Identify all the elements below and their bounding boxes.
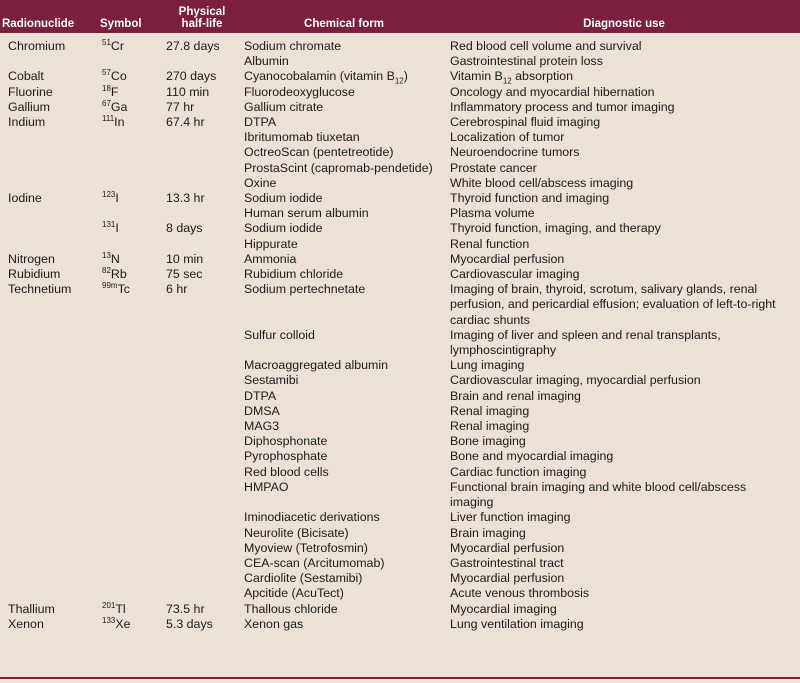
table-row [0, 130, 800, 145]
cell-symbol [98, 389, 164, 404]
table-row [0, 404, 800, 419]
table-row [0, 33, 800, 54]
cell-symbol [98, 328, 164, 358]
cell-half-life [164, 161, 240, 176]
cell-radionuclide [0, 465, 98, 480]
cell-half-life: 27.8 days [166, 39, 220, 53]
cell-radionuclide [0, 571, 98, 586]
cell-half-life [164, 510, 240, 525]
symbol-element: Ga [110, 99, 128, 114]
cell-half-life: 77 hr [166, 99, 195, 114]
cell-diagnostic-use: Thyroid function, imaging, and therapy [450, 221, 661, 236]
cell-half-life: 13.3 hr [166, 191, 205, 206]
cell-diagnostic-use: Cardiovascular imaging [450, 267, 580, 282]
cell-diagnostic-use: Myocardial perfusion [450, 540, 565, 555]
cell-half-life [164, 526, 240, 541]
cell-diagnostic-use: Bone imaging [450, 434, 526, 449]
cell-symbol [98, 541, 164, 556]
cell-chemical-form: Thallous chloride [244, 601, 338, 616]
cell-half-life: 5.3 days [166, 616, 213, 631]
cell-half-life [164, 556, 240, 571]
table-row [0, 602, 800, 617]
cell-diagnostic-use: Red blood cell volume and survival [450, 39, 642, 53]
cell-symbol [98, 54, 164, 69]
cell-chemical-form: Fluorodeoxyglucose [244, 84, 355, 99]
cell-diagnostic-use: Plasma volume [450, 206, 535, 221]
cell-half-life [164, 480, 240, 510]
cell-chemical-form: Pyrophosphate [244, 449, 328, 464]
cell-symbol [98, 33, 164, 54]
symbol-element: Cr [110, 39, 124, 53]
bottom-rule [0, 677, 800, 679]
symbol-mass-number: 13 [102, 251, 111, 260]
table-row [0, 252, 800, 267]
table-row [0, 206, 800, 221]
table-row [0, 617, 800, 632]
cell-half-life [164, 586, 240, 601]
cell-diagnostic-use: Renal function [450, 236, 530, 251]
cell-chemical-form: ProstaScint (capromab-pendetide) [244, 160, 433, 175]
symbol-mass-number: 133 [102, 616, 116, 625]
table-row [0, 69, 800, 84]
cell-diagnostic-use: Myocardial perfusion [450, 571, 565, 586]
cell-diagnostic-use: Brain imaging [450, 525, 526, 540]
header-radionuclide: Radionuclide [0, 2, 98, 33]
cell-radionuclide [0, 130, 98, 145]
cell-symbol [98, 480, 164, 510]
cell-chemical-form: DTPA [244, 388, 277, 403]
cell-symbol [98, 191, 164, 206]
cell-symbol [98, 282, 164, 328]
table-row [0, 115, 800, 130]
symbol-element: I [115, 191, 119, 206]
symbol-element: N [110, 251, 120, 266]
cell-half-life [164, 449, 240, 464]
cell-diagnostic-use: Renal imaging [450, 403, 530, 418]
cell-symbol [98, 115, 164, 130]
cell-half-life [164, 54, 240, 69]
table-row [0, 145, 800, 160]
cell-chemical-form: Macroaggregated albumin [244, 358, 388, 373]
symbol-element: In [114, 115, 125, 130]
cell-half-life [164, 404, 240, 419]
cell-diagnostic-use: Cardiovascular imaging, myocardial perfusion [450, 373, 701, 388]
cell-chemical-form: DTPA [244, 115, 277, 130]
table-row [0, 586, 800, 601]
cell-diagnostic-use: Cardiac function imaging [450, 464, 587, 479]
cell-radionuclide [0, 373, 98, 388]
cell-chemical-form: MAG3 [244, 419, 280, 434]
cell-symbol [98, 617, 164, 632]
symbol-element: Tc [117, 282, 130, 297]
radionuclide-table [0, 2, 800, 632]
cell-symbol [98, 373, 164, 388]
cell-chemical-form: Cardiolite (Sestamibi) [244, 571, 363, 586]
table-row [0, 434, 800, 449]
cell-diagnostic-use: Localization of tumor [450, 130, 565, 145]
cell-symbol [98, 465, 164, 480]
cell-diagnostic-use: Myocardial imaging [450, 601, 557, 616]
cell-chemical-form: CEA-scan (Arcitumomab) [244, 555, 385, 570]
cell-radionuclide: Chromium [8, 39, 66, 53]
cell-chemical-form: Ibritumomab tiuxetan [244, 130, 360, 145]
table-body [0, 33, 800, 632]
cell-half-life [164, 571, 240, 586]
cell-chemical-form: Ammonia [244, 251, 297, 266]
cell-chemical-form: Hippurate [244, 236, 298, 251]
cell-chemical-form: Rubidium chloride [244, 267, 344, 282]
header-half-life-line2: half-life [181, 18, 223, 30]
cell-half-life: 110 min [166, 84, 210, 99]
cell-radionuclide [0, 541, 98, 556]
cell-diagnostic-use: Oncology and myocardial hibernation [450, 84, 655, 99]
header-diagnostic-use: Diagnostic use [448, 2, 800, 33]
table-row [0, 161, 800, 176]
symbol-mass-number: 67 [102, 99, 111, 108]
cell-diagnostic-use: Neuroendocrine tumors [450, 145, 580, 160]
symbol-mass-number: 99m [102, 282, 118, 291]
cell-radionuclide: Indium [8, 115, 46, 130]
cell-half-life: 6 hr [166, 282, 188, 297]
cell-radionuclide [0, 161, 98, 176]
cell-radionuclide: Thallium [8, 601, 55, 616]
symbol-element: F [110, 84, 119, 99]
cell-radionuclide [0, 419, 98, 434]
cell-chemical-form: Gallium citrate [244, 99, 324, 114]
cell-symbol [98, 526, 164, 541]
cell-symbol [98, 419, 164, 434]
cell-radionuclide: Nitrogen [8, 251, 55, 266]
cell-symbol [98, 267, 164, 282]
cell-half-life [164, 419, 240, 434]
table-row [0, 465, 800, 480]
cell-chemical-form: Sodium chromate [244, 39, 342, 53]
cell-chemical-form: OctreoScan (pentetreotide) [244, 145, 394, 160]
cell-diagnostic-use: Lung imaging [450, 358, 525, 373]
cell-radionuclide: Rubidium [8, 267, 61, 282]
cell-symbol [98, 404, 164, 419]
cell-diagnostic-use: Bone and myocardial imaging [450, 449, 614, 464]
cell-symbol [98, 586, 164, 601]
table-row [0, 571, 800, 586]
cell-radionuclide [0, 221, 98, 236]
cell-half-life [164, 358, 240, 373]
table-row [0, 510, 800, 525]
header-half-life-line1: Physical [178, 6, 226, 18]
symbol-mass-number: 111 [102, 115, 115, 123]
cell-half-life [164, 389, 240, 404]
cell-diagnostic-use: Thyroid function and imaging [450, 191, 610, 206]
cell-symbol [98, 449, 164, 464]
cell-diagnostic-use: Acute venous thrombosis [450, 586, 590, 601]
cell-diagnostic-use: Liver function imaging [450, 510, 571, 525]
cell-half-life: 67.4 hr [166, 115, 205, 130]
cell-chemical-form: Sestamibi [244, 373, 299, 388]
cell-chemical-form: Sodium iodide [244, 191, 323, 206]
cell-symbol [98, 69, 164, 84]
table-row [0, 267, 800, 282]
cell-symbol [98, 85, 164, 100]
cell-chemical-form: Apcitide (AcuTect) [244, 586, 344, 601]
cell-radionuclide [0, 176, 98, 191]
cell-symbol [98, 434, 164, 449]
cell-diagnostic-use: Myocardial perfusion [450, 251, 565, 266]
cell-radionuclide: Fluorine [8, 84, 53, 99]
cell-radionuclide: Technetium [8, 282, 72, 297]
cell-radionuclide [0, 237, 98, 252]
cell-symbol [98, 510, 164, 525]
cell-diagnostic-use: Brain and renal imaging [450, 388, 581, 403]
cell-radionuclide: Gallium [8, 99, 50, 114]
cell-radionuclide [0, 145, 98, 160]
cell-radionuclide [0, 480, 98, 510]
table-row [0, 389, 800, 404]
cell-radionuclide [0, 526, 98, 541]
cell-half-life: 75 sec [166, 267, 203, 282]
cell-half-life: 270 days [166, 69, 217, 84]
cell-symbol [98, 221, 164, 236]
table-row [0, 419, 800, 434]
cell-radionuclide [0, 389, 98, 404]
cell-chemical-form: Diphosphonate [244, 434, 328, 449]
cell-symbol [98, 145, 164, 160]
cell-radionuclide [0, 510, 98, 525]
cell-symbol [98, 100, 164, 115]
cell-symbol [98, 602, 164, 617]
table-row [0, 358, 800, 373]
symbol-mass-number: 201 [102, 601, 116, 610]
cell-diagnostic-use: Renal imaging [450, 419, 530, 434]
cell-radionuclide [0, 449, 98, 464]
cell-symbol [98, 161, 164, 176]
cell-chemical-form: Cyanocobalamin (vitamin $B_{12}$) [244, 69, 408, 85]
cell-diagnostic-use: Functional brain imaging and white blood cell/abscess imaging [450, 479, 747, 510]
cell-chemical-form: Human serum albumin [244, 206, 369, 221]
cell-half-life [164, 206, 240, 221]
cell-chemical-form: Red blood cells [244, 464, 329, 479]
symbol-mass-number: 131 [102, 221, 116, 230]
cell-radionuclide [0, 358, 98, 373]
cell-half-life [164, 541, 240, 556]
table-row [0, 221, 800, 236]
symbol-mass-number: 51 [102, 37, 111, 47]
cell-chemical-form: Iminodiacetic derivations [244, 510, 380, 525]
cell-diagnostic-use: Cerebrospinal fluid imaging [450, 115, 601, 130]
table-row [0, 526, 800, 541]
header-symbol: Symbol [98, 2, 164, 33]
symbol-mass-number: 82 [102, 267, 111, 275]
cell-half-life [164, 434, 240, 449]
cell-chemical-form: DMSA [244, 403, 280, 418]
table-row [0, 282, 800, 328]
table-row [0, 100, 800, 115]
table-row [0, 449, 800, 464]
cell-half-life: 73.5 hr [166, 601, 205, 616]
table-row [0, 237, 800, 252]
cell-half-life [164, 176, 240, 191]
cell-radionuclide [0, 54, 98, 69]
cell-radionuclide [0, 404, 98, 419]
symbol-mass-number: 18 [102, 84, 111, 93]
cell-radionuclide [0, 328, 98, 358]
cell-chemical-form: Sodium pertechnetate [244, 282, 366, 297]
table-header-row [0, 2, 800, 33]
cell-chemical-form: Albumin [244, 54, 289, 69]
table-row [0, 54, 800, 69]
cell-symbol [98, 176, 164, 191]
table-row [0, 480, 800, 510]
cell-diagnostic-use: Gastrointestinal protein loss [450, 54, 603, 69]
header-half-life [164, 2, 240, 33]
symbol-mass-number: 123 [102, 191, 116, 199]
cell-symbol [98, 252, 164, 267]
cell-half-life: 8 days [166, 221, 203, 236]
cell-symbol [98, 556, 164, 571]
symbol-element: Rb [110, 267, 127, 282]
cell-diagnostic-use: Imaging of brain, thyroid, scrotum, salivary glands, renal perfusion, and pericardial effusion; evaluation of left-to-right cardiac shunts [450, 282, 776, 327]
table-row [0, 328, 800, 358]
table-row [0, 176, 800, 191]
cell-chemical-form: Sulfur colloid [244, 327, 315, 342]
table-row [0, 541, 800, 556]
cell-symbol [98, 206, 164, 221]
cell-chemical-form: Sodium iodide [244, 221, 323, 236]
cell-radionuclide: Xenon [8, 616, 44, 631]
cell-chemical-form: Xenon gas [244, 616, 304, 631]
symbol-mass-number: 57 [102, 69, 111, 78]
cell-diagnostic-use: White blood cell/abscess imaging [450, 175, 634, 190]
cell-half-life [164, 130, 240, 145]
cell-symbol [98, 571, 164, 586]
cell-half-life [164, 237, 240, 252]
header-chemical-form: Chemical form [240, 2, 448, 33]
cell-radionuclide: Cobalt [8, 69, 44, 84]
cell-radionuclide: Iodine [8, 191, 42, 206]
cell-chemical-form: Neurolite (Bicisate) [244, 525, 349, 540]
table-row [0, 373, 800, 388]
table-row [0, 85, 800, 100]
cell-diagnostic-use: Inflammatory process and tumor imaging [450, 99, 675, 114]
cell-symbol [98, 358, 164, 373]
cell-chemical-form: Myoview (Tetrofosmin) [244, 540, 368, 555]
cell-diagnostic-use: Prostate cancer [450, 160, 537, 175]
cell-diagnostic-use: Vitamin $B_{12}$ absorption [450, 69, 574, 85]
cell-diagnostic-use: Gastrointestinal tract [450, 555, 564, 570]
symbol-element: I [115, 221, 119, 236]
cell-symbol [98, 130, 164, 145]
table-row [0, 191, 800, 206]
cell-symbol [98, 237, 164, 252]
cell-half-life [164, 373, 240, 388]
cell-half-life: 10 min [166, 251, 204, 266]
cell-half-life [164, 328, 240, 358]
symbol-element: Co [110, 69, 127, 84]
table-row [0, 556, 800, 571]
cell-chemical-form: HMPAO [244, 479, 289, 494]
cell-half-life [164, 465, 240, 480]
symbol-element: Tl [115, 601, 126, 616]
cell-diagnostic-use: Lung ventilation imaging [450, 616, 584, 631]
symbol-element: Xe [115, 616, 131, 631]
cell-chemical-form: Oxine [244, 175, 277, 190]
cell-radionuclide [0, 556, 98, 571]
cell-radionuclide [0, 206, 98, 221]
cell-radionuclide [0, 586, 98, 601]
cell-radionuclide [0, 434, 98, 449]
cell-diagnostic-use: Imaging of liver and spleen and renal transplants, lymphoscintigraphy [450, 327, 721, 358]
cell-half-life [164, 145, 240, 160]
